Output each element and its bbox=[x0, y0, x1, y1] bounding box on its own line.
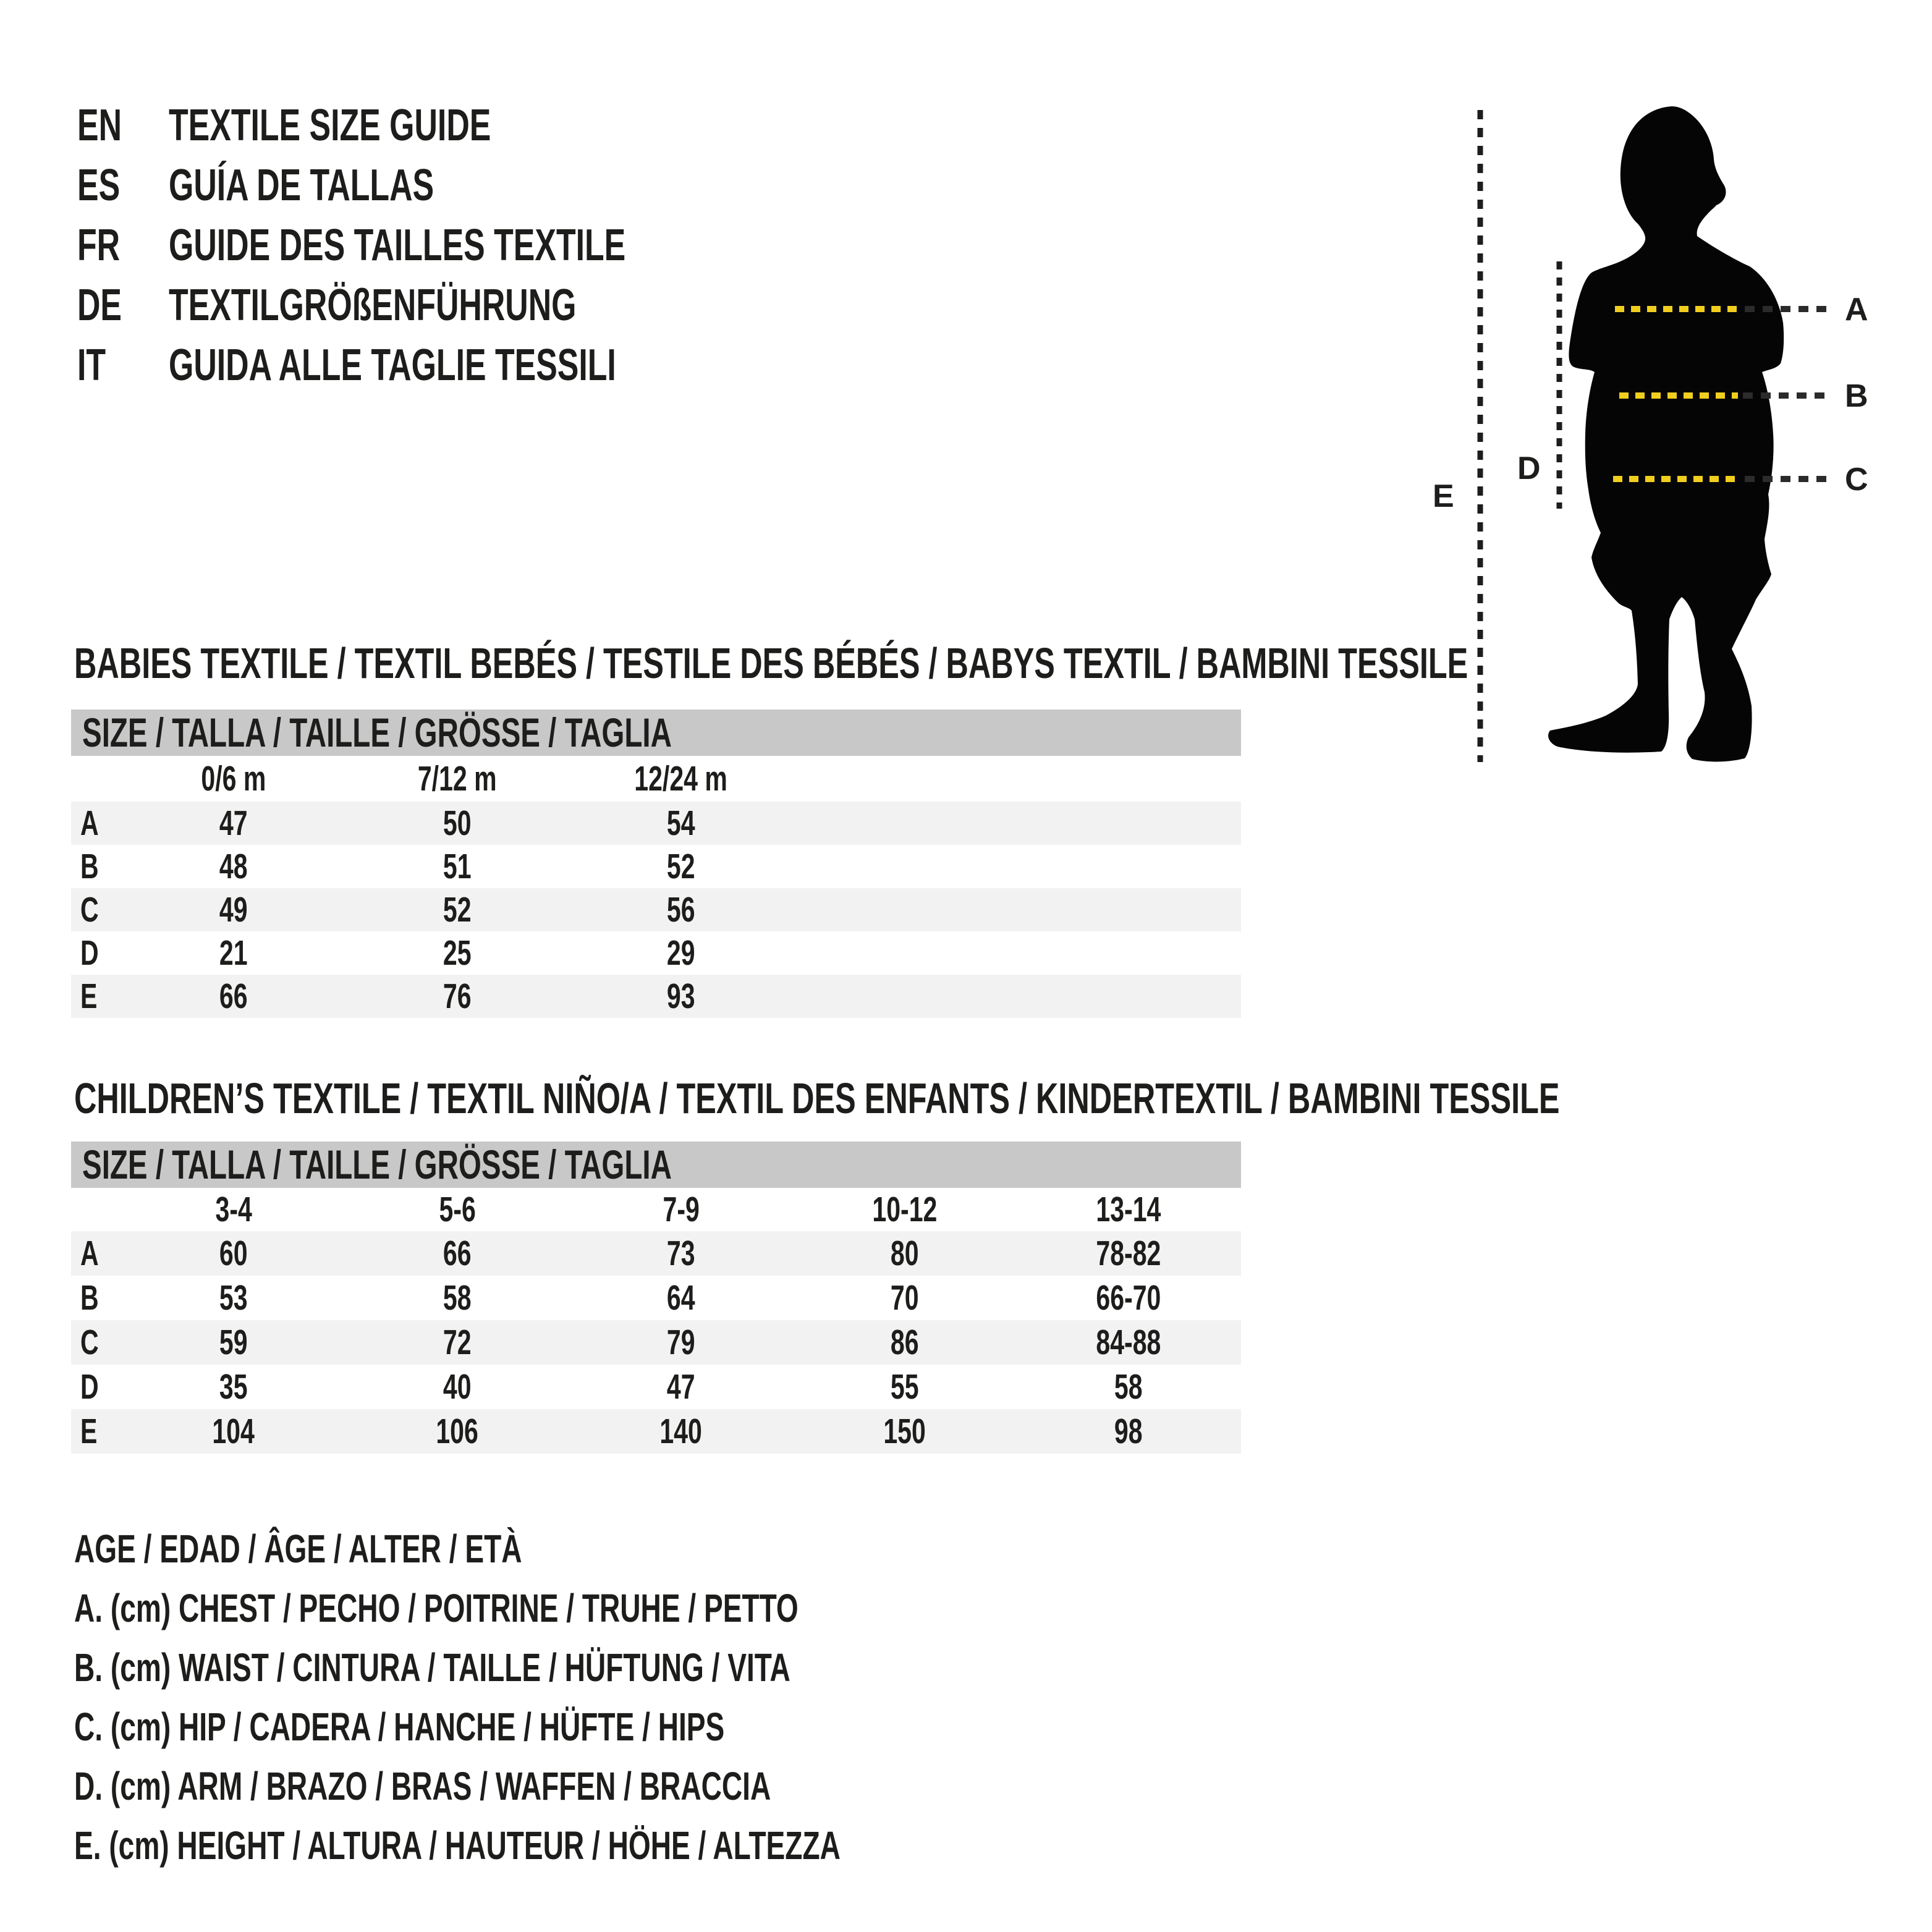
size-value: 86 bbox=[891, 1323, 919, 1362]
babies-column-header-row bbox=[71, 756, 1241, 802]
size-value: 40 bbox=[443, 1367, 472, 1407]
children-size-table bbox=[71, 1188, 1241, 1454]
size-value: 48 bbox=[219, 847, 248, 886]
size-value: 35 bbox=[219, 1367, 248, 1407]
size-value: 66 bbox=[219, 977, 248, 1016]
legend-height: E. (cm) HEIGHT / ALTURA / HAUTEUR / HÖHE / ALTEZZA bbox=[74, 1823, 841, 1868]
table-row-e bbox=[71, 975, 1241, 1018]
size-value: 84-88 bbox=[1096, 1323, 1161, 1362]
language-row-it bbox=[77, 336, 803, 396]
size-value: 29 bbox=[667, 933, 695, 973]
column-header: 7/12 m bbox=[418, 759, 497, 799]
size-value: 93 bbox=[667, 977, 695, 1016]
size-value: 55 bbox=[891, 1367, 919, 1407]
column-header: 3-4 bbox=[215, 1190, 252, 1229]
legend-chest: A. (cm) CHEST / PECHO / POITRINE / TRUHE / PETTO bbox=[74, 1586, 799, 1630]
size-value: 58 bbox=[1114, 1367, 1143, 1407]
language-code: EN bbox=[77, 101, 122, 150]
language-row-en bbox=[77, 96, 803, 156]
size-value: 70 bbox=[891, 1278, 919, 1318]
language-code: IT bbox=[77, 341, 106, 390]
size-value: 78-82 bbox=[1096, 1234, 1161, 1273]
table-row-e bbox=[71, 1409, 1241, 1454]
legend-waist: B. (cm) WAIST / CINTURA / TAILLE / HÜFTUNG / VITA bbox=[74, 1645, 790, 1690]
size-value: 56 bbox=[667, 890, 695, 930]
figure-label-b: B bbox=[1845, 378, 1868, 414]
row-letter: D bbox=[80, 1367, 99, 1407]
children-section-title: CHILDREN’S TEXTILE / TEXTIL NIÑO/A / TEXTIL DES ENFANTS / KINDERTEXTIL / BAMBINI TESSILE bbox=[74, 1074, 1560, 1122]
size-value: 66-70 bbox=[1096, 1278, 1161, 1318]
empty-cell bbox=[1017, 888, 1240, 931]
language-code: DE bbox=[77, 281, 122, 330]
row-letter: B bbox=[80, 847, 99, 886]
empty-cell bbox=[793, 975, 1017, 1018]
size-value: 50 bbox=[443, 803, 472, 843]
measurement-legend bbox=[74, 1519, 1138, 1875]
size-value: 21 bbox=[219, 933, 248, 973]
language-title-list bbox=[77, 96, 803, 396]
empty-cell bbox=[1017, 845, 1240, 888]
row-letter: C bbox=[80, 1323, 99, 1362]
size-value: 104 bbox=[212, 1412, 255, 1451]
column-header: 7-9 bbox=[663, 1190, 700, 1229]
figure-label-e: E bbox=[1433, 478, 1454, 514]
column-header: 12/24 m bbox=[634, 759, 728, 799]
language-title: GUIDE DES TAILLES TEXTILE bbox=[169, 221, 626, 270]
table-row-b bbox=[71, 1276, 1241, 1320]
size-value: 25 bbox=[443, 933, 472, 973]
legend-hip: C. (cm) HIP / CADERA / HANCHE / HÜFTE / HIPS bbox=[74, 1705, 725, 1749]
column-header: 5-6 bbox=[439, 1190, 476, 1229]
size-value: 47 bbox=[667, 1367, 695, 1407]
size-value: 53 bbox=[219, 1278, 248, 1318]
size-value: 79 bbox=[667, 1323, 695, 1362]
table-row-d bbox=[71, 931, 1241, 975]
table-row-c bbox=[71, 888, 1241, 931]
column-header: 10-12 bbox=[872, 1190, 938, 1229]
size-value: 66 bbox=[443, 1234, 472, 1273]
language-title: GUIDA ALLE TAGLIE TESSILI bbox=[169, 341, 616, 390]
babies-size-header-bar: SIZE / TALLA / TAILLE / GRÖSSE / TAGLIA bbox=[71, 710, 1241, 756]
size-value: 59 bbox=[219, 1323, 248, 1362]
size-value: 52 bbox=[443, 890, 472, 930]
language-title: GUÍA DE TALLAS bbox=[169, 161, 434, 210]
empty-corner-cell bbox=[71, 756, 122, 802]
size-value: 52 bbox=[667, 847, 695, 886]
row-letter: E bbox=[80, 1412, 98, 1451]
size-value: 58 bbox=[443, 1278, 472, 1318]
babies-section-title: BABIES TEXTILE / TEXTIL BEBÉS / TESTILE DES BÉBÉS / BABYS TEXTIL / BAMBINI TESSILE bbox=[74, 639, 1468, 687]
table-row-c bbox=[71, 1320, 1241, 1365]
size-value: 106 bbox=[436, 1412, 479, 1451]
column-header: 0/6 m bbox=[201, 759, 266, 799]
size-value: 98 bbox=[1114, 1412, 1143, 1451]
figure-label-c: C bbox=[1845, 462, 1868, 498]
children-column-header-row bbox=[71, 1188, 1241, 1231]
empty-cell bbox=[793, 845, 1017, 888]
table-row-b bbox=[71, 845, 1241, 888]
language-title: TEXTILGRÖßENFÜHRUNG bbox=[169, 281, 577, 330]
language-row-de bbox=[77, 276, 803, 336]
figure-label-a: A bbox=[1845, 292, 1868, 328]
size-value: 51 bbox=[443, 847, 472, 886]
empty-cell bbox=[1017, 802, 1240, 845]
empty-cell bbox=[1017, 756, 1240, 802]
language-code: ES bbox=[77, 161, 121, 210]
row-letter: A bbox=[80, 1234, 99, 1273]
figure-label-d: D bbox=[1517, 451, 1541, 486]
empty-cell bbox=[1017, 931, 1240, 975]
table-row-a bbox=[71, 802, 1241, 845]
empty-cell bbox=[1017, 975, 1240, 1018]
legend-age: AGE / EDAD / ÂGE / ALTER / ETÀ bbox=[74, 1527, 522, 1571]
language-row-es bbox=[77, 156, 803, 216]
size-value: 80 bbox=[891, 1234, 919, 1273]
size-value: 150 bbox=[883, 1412, 926, 1451]
size-value: 47 bbox=[219, 803, 248, 843]
children-size-header-bar: SIZE / TALLA / TAILLE / GRÖSSE / TAGLIA bbox=[71, 1142, 1241, 1188]
empty-cell bbox=[793, 931, 1017, 975]
language-code: FR bbox=[77, 221, 121, 270]
row-letter: B bbox=[80, 1278, 99, 1318]
row-letter: E bbox=[80, 977, 98, 1016]
size-value: 72 bbox=[443, 1323, 472, 1362]
size-value: 49 bbox=[219, 890, 248, 930]
column-header: 13-14 bbox=[1096, 1190, 1161, 1229]
size-value: 60 bbox=[219, 1234, 248, 1273]
size-value: 64 bbox=[667, 1278, 695, 1318]
row-letter: A bbox=[80, 803, 99, 843]
babies-size-table bbox=[71, 756, 1241, 1018]
size-value: 140 bbox=[659, 1412, 703, 1451]
legend-arm: D. (cm) ARM / BRAZO / BRAS / WAFFEN / BRACCIA bbox=[74, 1764, 771, 1808]
row-letter: D bbox=[80, 933, 99, 973]
empty-corner-cell bbox=[71, 1188, 122, 1231]
size-value: 73 bbox=[667, 1234, 695, 1273]
empty-cell bbox=[793, 802, 1017, 845]
size-value: 54 bbox=[667, 803, 695, 843]
empty-cell bbox=[793, 888, 1017, 931]
size-value: 76 bbox=[443, 977, 472, 1016]
table-row-a bbox=[71, 1231, 1241, 1276]
row-letter: C bbox=[80, 890, 99, 930]
table-row-d bbox=[71, 1365, 1241, 1409]
empty-cell bbox=[793, 756, 1017, 802]
language-title: TEXTILE SIZE GUIDE bbox=[169, 101, 491, 150]
language-row-fr bbox=[77, 216, 803, 276]
